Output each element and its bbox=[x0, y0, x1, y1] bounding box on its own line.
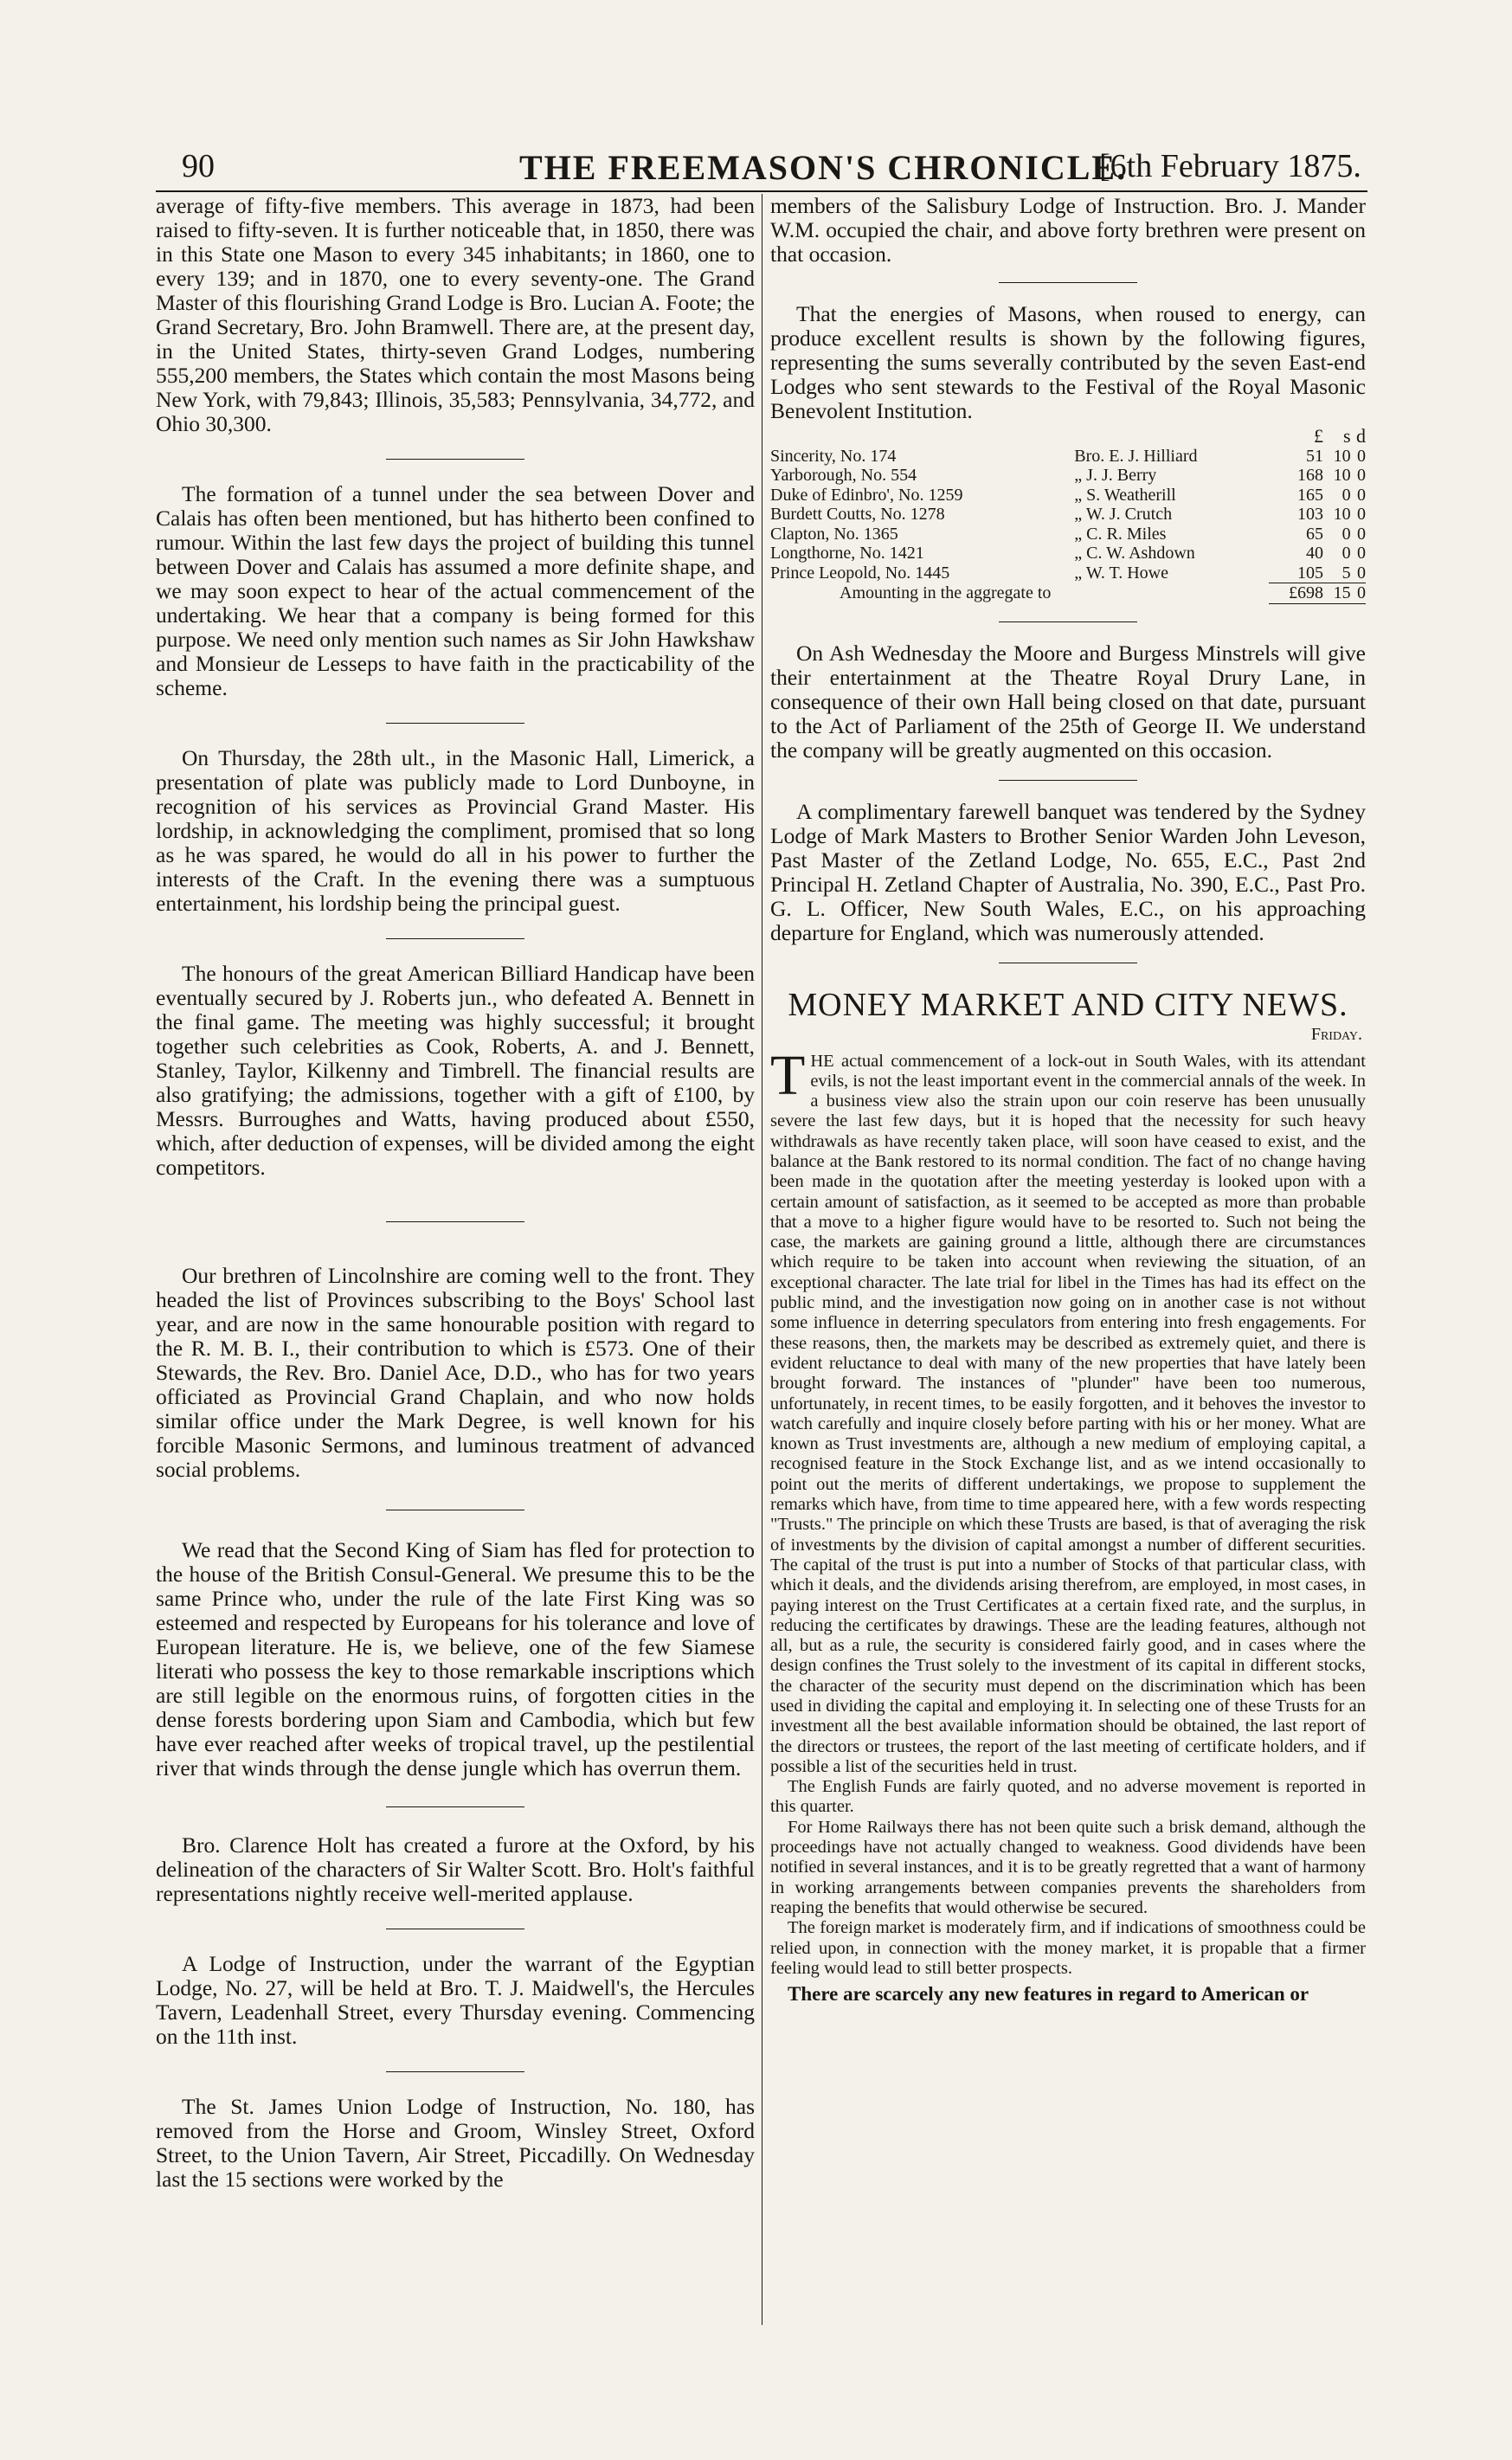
article-paragraph: The honours of the great American Billiard Handicap have been eventually secured by J. Roberts jun., who defeated A. Bennett in the final game. The meeting was highly successful; it brought together such celebrities as Cook, Roberts, A. and J. Bennett, Stanley, Taylor, Kilkenny and Timbrell. The financial results are also gratifying; the admissions, together with a gift of £100, by Messrs. Burroughes and Watts, having produced about £550, which, after deduction of expenses, will be divided among the eight competitors. bbox=[156, 961, 755, 1180]
amount-pounds: 40 bbox=[1306, 544, 1324, 563]
lodge-name: Clapton, No. 1365 bbox=[770, 524, 898, 544]
article-paragraph: On Thursday, the 28th ult., in the Masonic Hall, Limerick, a presentation of plate was publicly made to Lord Dunboyne, in recognition of his services as Provincial Grand Master. His lordship, in acknowledging the compliment, promised that so long as he was spared, he would do all in his power to further the interests of the Craft. In the evening there was a sumptuous entertainment, his lordship being the principal guest. bbox=[156, 745, 755, 916]
table-row bbox=[770, 563, 1366, 583]
amount-pence: 0 bbox=[1357, 524, 1366, 544]
amount-pounds: 168 bbox=[1297, 466, 1324, 485]
amount-shillings: 10 bbox=[1333, 446, 1351, 466]
amount-shillings: 10 bbox=[1333, 505, 1351, 524]
unit-shillings: s bbox=[1343, 425, 1351, 447]
total-row bbox=[770, 583, 1366, 604]
page-number: 90 bbox=[182, 148, 215, 184]
article-paragraph: The formation of a tunnel under the sea between Dover and Calais has often been mentioned, but has hitherto been confined to rumour. Within the last few days the project of building this tunnel between Dover and Calais has assumed a more definite shape, and we may soon expect to hear of the actual commencement of the undertaking. We hear that a company is being formed for this purpose. We need only mention such names as Sir John Hawkshaw and Monsieur de Lesseps to have faith in the practicability of the scheme. bbox=[156, 481, 755, 700]
lodge-name: Sincerity, No. 174 bbox=[770, 446, 897, 466]
article-paragraph: For Home Railways there has not been quite such a brisk demand, although the proceedings have not actually changed to weakness. Good dividends have been notified in several instances, and it is to be greatly regretted that a want of harmony in working arrangements between companies prevents the shareholders from reaping the benefits that would otherwise be secured. bbox=[770, 1817, 1366, 1917]
steward-name: Bro. E. J. Hilliard bbox=[1074, 446, 1198, 466]
total-pence: 0 bbox=[1351, 583, 1366, 604]
table-row bbox=[770, 486, 1366, 506]
article-paragraph: We read that the Second King of Siam has fled for protection to the house of the British Consul-General. We presume this to be the same Prince who, under the rule of the late First King was so esteemed and respected by Europeans for his tolerance and love of European literature. He is, we believe, one of the few Siamese literati who possess the key to those remarkable inscriptions which are still legible on the enormous ruins, of forgotten cities in the dense forests bordering upon Siam and Cambodia, which but few have ever reached after weeks of tropical travel, up the pestilential river that winds through the dense jungle which has overrun them. bbox=[156, 1537, 755, 1781]
article-paragraph: average of fifty-five members. This average in 1873, had been raised to fifty-seven. It is further noticeable that, in 1850, there was in this State one Mason to every 345 inhabitants; in 1860, one to every 139; and in 1870, one to every seventy-one. The Grand Master of this flourishing Grand Lodge is Bro. Lucian A. Foote; the Grand Secretary, Bro. John Bramwell. There are, at the present day, in the United States, thirty-seven Grand Lodges, numbering 555,200 members, the States which contain the most Masons being New York, with 79,843; Illinois, 35,583; Pennsylvania, 34,772, and Ohio 30,300. bbox=[156, 193, 755, 436]
article-paragraph: A complimentary farewell banquet was tendered by the Sydney Lodge of Mark Masters to Brother Senior Warden John Leveson, Past Master of the Zetland Lodge, No. 655, E.C., Past 2nd Principal H. Zetland Chapter of Australia, No. 390, E.C., Past Pro. G. L. Officer, New South Wales, E.C., on his approaching departure for England, which was numerously attended. bbox=[770, 798, 1366, 945]
article-paragraph: There are scarcely any new features in regard to American or bbox=[788, 1983, 1309, 2006]
steward-name: „ W. J. Crutch bbox=[1074, 505, 1173, 524]
article-separator bbox=[386, 2071, 524, 2072]
amount-pence: 0 bbox=[1357, 544, 1366, 563]
article-separator bbox=[386, 459, 524, 460]
steward-name: „ C. R. Miles bbox=[1074, 524, 1167, 544]
subscription-table bbox=[770, 427, 1366, 604]
table-row bbox=[770, 466, 1366, 486]
amount-pence: 0 bbox=[1357, 466, 1366, 485]
drop-cap: T bbox=[770, 1043, 806, 1107]
steward-name: „ S. Weatherill bbox=[1074, 485, 1176, 505]
amount-shillings: 0 bbox=[1341, 544, 1351, 563]
amount-pence: 0 bbox=[1357, 446, 1366, 466]
table-row bbox=[770, 505, 1366, 525]
total-pounds: £698 bbox=[1269, 583, 1323, 604]
lodge-name: Duke of Edinbro', No. 1259 bbox=[770, 485, 963, 505]
total-shillings: 15 bbox=[1323, 583, 1351, 604]
amount-pounds: 103 bbox=[1297, 505, 1324, 524]
steward-name: „ J. J. Berry bbox=[1074, 466, 1157, 485]
article-paragraph: HE actual commencement of a lock-out in South Wales, with its attendant evils, is not the least important event in the commercial annals of the week. In a business view also the strain upon our coin reserve has been unusually severe the last few days, but it is hoped that the necessity for such heavy withdrawals as have recently taken place, will soon have ceased to exist, and the balance at the Bank restored to its normal condition. The fact of no change having been made in the quotation after the meeting yesterday is looked upon with a certain amount of satisfaction, as it seemed to be accepted as more than probable that a move to a higher figure would have to be resorted to. Such not being the case, the markets are gaining ground a little, although there are circumstances which require to be taken into account when reviewing the situation, of an exceptional character. The late trial for libel in the Times has had its effect on the public mind, and the investigation now going on in another case is not without some influence in deterring speculators from entering into fresh engagements. For these reasons, then, the markets may be described as extremely quiet, and there is evident reluctance to deal with many of the new properties that have lately been brought forward. The instances of "plunder" have been too numerous, unfortunately, in recent times, to be easily forgotten, and it behoves the investor to watch carefully and inquire closely before parting with his or her money. What are known as Trust investments are, although a new medium of employing capital, a recognised feature in the Stock Exchange list, and as we intend occasionally to point out the merits of different undertakings, we propose to supplement the remarks which have, from time to time appeared here, with a few words respecting "Trusts." The principle on which these Trusts are based, is that of averaging the risk of investments by the division of capital amongst a number of different securities. The capital of the trust is put into a number of Stocks of that particular class, with which it deals, and the dividends arising therefrom, are employed, in most cases, in paying interest on the Trust Certificates at a certain fixed rate, and the surplus, in reducing the certificates by drawings. These are the leading features, although not all, but as a rule, the security is considered fairly good, and in cases where the design confines the Trust solely to the investment of its capital in different stocks, the character of the security must depend on the discrimination which has been used in dividing the capital and employing it. In selecting one of these Trusts for an investment all the best available information should be obtained, the last report of the directors or trustees, the report of the last meeting of certificate holders, and if possible a list of the securities held in trust. bbox=[770, 1051, 1366, 1776]
amount-shillings: 5 bbox=[1341, 563, 1351, 583]
section-day: Friday. bbox=[1310, 1024, 1362, 1044]
lodge-name: Yarborough, No. 554 bbox=[770, 466, 917, 485]
publication-title: THE FREEMASON'S CHRONICLE. bbox=[519, 148, 1128, 187]
amount-pence: 0 bbox=[1357, 505, 1366, 524]
article-separator bbox=[386, 1806, 524, 1807]
page-header bbox=[156, 138, 1367, 192]
article-paragraph: A Lodge of Instruction, under the warrant of the Egyptian Lodge, No. 27, will be held at Bro. T. J. Maidwell's, the Hercules Tavern, Leadenhall Street, every Thursday evening. Commencing on the 11th inst. bbox=[156, 1951, 755, 2049]
section-heading: MONEY MARKET AND CITY NEWS. bbox=[788, 986, 1348, 1023]
left-column bbox=[156, 194, 755, 2192]
table-row bbox=[770, 525, 1366, 544]
amount-pence: 0 bbox=[1357, 485, 1366, 505]
article-paragraph: Bro. Clarence Holt has created a furore at the Oxford, by his delineation of the characters of Sir Walter Scott. Bro. Holt's faithful representations nightly receive well-merited applause. bbox=[156, 1832, 755, 1906]
amount-pounds: 65 bbox=[1306, 524, 1324, 544]
article-paragraph: The English Funds are fairly quoted, and no adverse movement is reported in this quarter. bbox=[770, 1777, 1366, 1817]
lodge-name: Burdett Coutts, No. 1278 bbox=[770, 505, 945, 524]
amount-pounds: 165 bbox=[1297, 485, 1324, 505]
article-paragraph: The foreign market is moderately firm, and if indications of smoothness could be relied upon, in connection with the money market, it is propable that a firmer feeling would lead to still better prospects. bbox=[770, 1918, 1366, 1978]
article-paragraph: On Ash Wednesday the Moore and Burgess Minstrels will give their entertainment at the Theatre Royal Drury Lane, in consequence of their own Hall being closed on that date, pursuant to the Act of Parliament of the 25th of George II. We understand the company will be greatly augmented on this occasion. bbox=[770, 640, 1366, 763]
amount-shillings: 0 bbox=[1341, 524, 1351, 544]
issue-date: [6th February 1875. bbox=[1099, 148, 1361, 184]
article-separator bbox=[999, 780, 1137, 781]
article-separator bbox=[999, 621, 1137, 622]
unit-pence: d bbox=[1356, 425, 1366, 447]
article-separator bbox=[386, 1221, 524, 1222]
unit-pounds: £ bbox=[1314, 425, 1324, 447]
money-market-article bbox=[770, 1043, 1366, 2006]
article-paragraph: members of the Salisbury Lodge of Instruction. Bro. J. Mander W.M. occupied the chair, and above forty brethren were present on that occasion. bbox=[770, 193, 1366, 267]
steward-name: „ W. T. Howe bbox=[1074, 563, 1168, 583]
article-separator bbox=[386, 723, 524, 724]
amount-pounds: 105 bbox=[1297, 563, 1324, 583]
amount-pounds: 51 bbox=[1306, 446, 1324, 466]
lodge-name: Prince Leopold, No. 1445 bbox=[770, 563, 950, 583]
article-paragraph: Our brethren of Lincolnshire are coming well to the front. They headed the list of Provinces subscribing to the Boys' School last year, and are now in the same honourable position with regard to the R. M. B. I., their contribution to which is £573. One of their Stewards, the Rev. Bro. Daniel Ace, D.D., who has for two years officiated as Provincial Grand Chaplain, and who now holds similar office under the Mark Degree, is well known for his forcible Masonic Sermons, and luminous treatment of advanced social problems. bbox=[156, 1263, 755, 1482]
right-column bbox=[770, 194, 1366, 2004]
table-row bbox=[770, 544, 1366, 563]
article-paragraph: The St. James Union Lodge of Instruction, No. 180, has removed from the Horse and Groom, Winsley Street, Oxford Street, to the Union Tavern, Air Street, Piccadilly. On Wednesday last the 15 sections were worked by the bbox=[156, 2094, 755, 2192]
amount-shillings: 0 bbox=[1341, 485, 1351, 505]
table-row bbox=[770, 447, 1366, 467]
steward-name: „ C. W. Ashdown bbox=[1074, 544, 1195, 563]
article-separator bbox=[386, 938, 524, 939]
total-label: Amounting in the aggregate to bbox=[840, 583, 1052, 602]
amount-shillings: 10 bbox=[1333, 466, 1351, 485]
currency-units-row bbox=[770, 427, 1366, 447]
lodge-name: Longthorne, No. 1421 bbox=[770, 544, 924, 563]
article-paragraph: That the energies of Masons, when roused to energy, can produce excellent results is shown by the following figures, representing the sums severally contributed by the seven East-end Lodges who sent stewards to the Festival of the Royal Masonic Benevolent Institution. bbox=[770, 301, 1366, 423]
amount-pence: 0 bbox=[1357, 563, 1366, 583]
article-separator bbox=[999, 282, 1137, 283]
